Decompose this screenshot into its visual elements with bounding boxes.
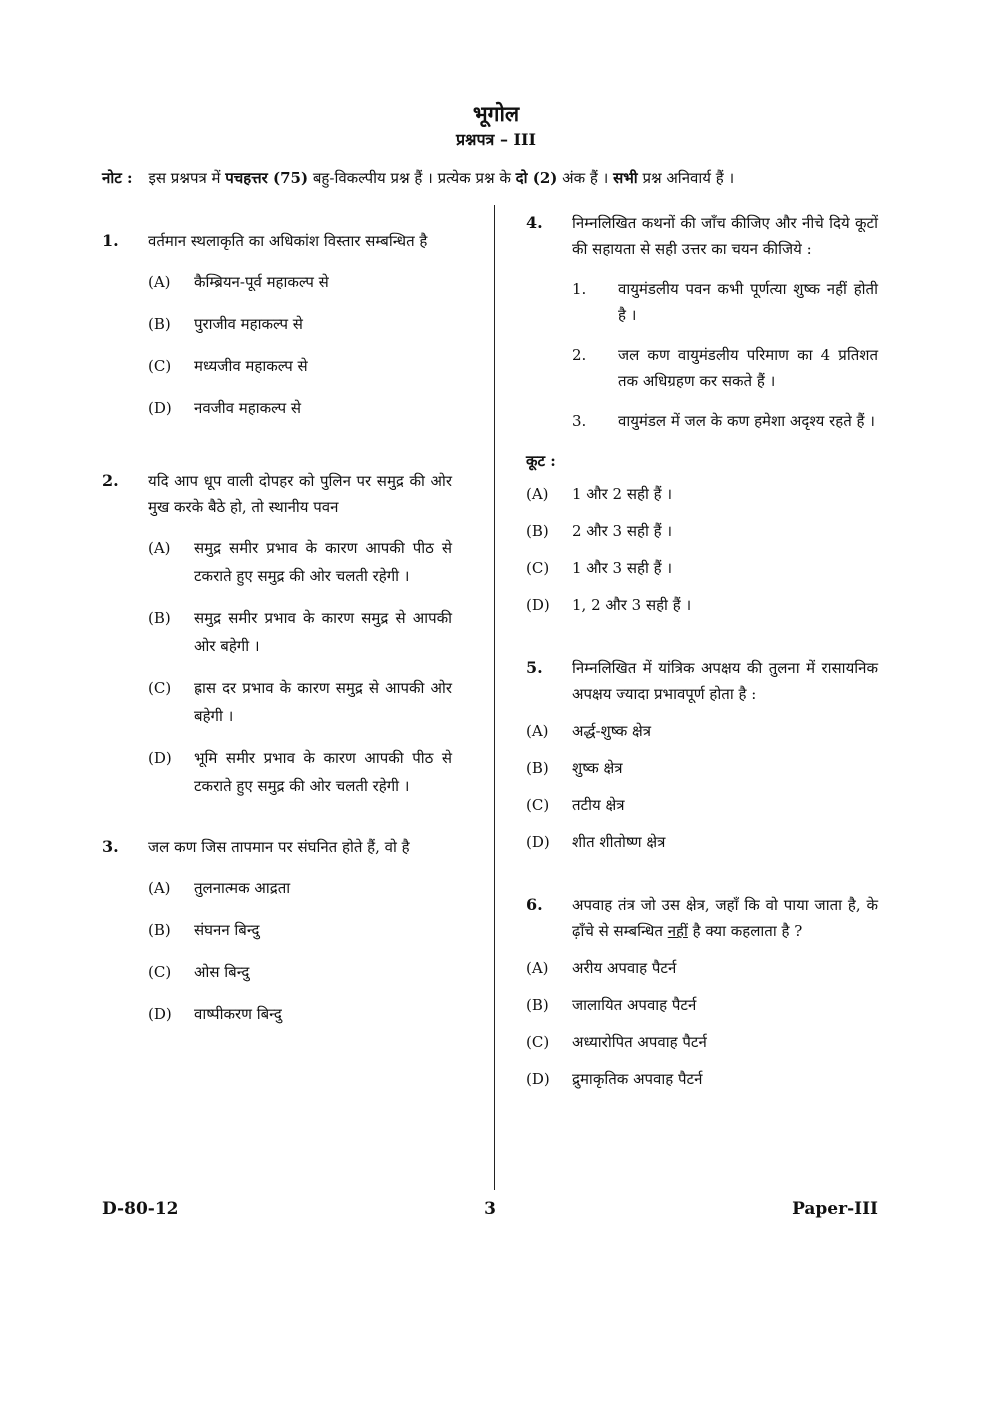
- option-b[interactable]: [526, 754, 878, 782]
- option-c[interactable]: [526, 1028, 878, 1056]
- question-4: [526, 210, 878, 619]
- option-text: वाष्पीकरण बिन्दु: [194, 1005, 282, 1023]
- option-text: समुद्र समीर प्रभाव के कारण आपकी पीठ से टकराते हुए समुद्र की ओर चलती रहेगी ।: [194, 539, 452, 585]
- option-text: ह्रास दर प्रभाव के कारण समुद्र से आपकी ओर बहेगी ।: [194, 679, 452, 725]
- option-label: (A): [526, 722, 549, 740]
- option-label: (D): [526, 596, 550, 614]
- note-bold-count: पचहत्तर (75): [225, 169, 309, 187]
- left-column: [102, 210, 452, 1042]
- option-text: संघनन बिन्दु: [194, 921, 260, 939]
- question-2: [102, 468, 452, 800]
- note-text-1: इस प्रश्नपत्र में: [148, 169, 226, 187]
- option-label: (A): [526, 959, 549, 977]
- statement-text: वायुमंडल में जल के कण हमेशा अदृश्य रहते हैं ।: [618, 412, 875, 430]
- options-list: [526, 717, 878, 856]
- question-text: निम्नलिखित में यांत्रिक अपक्षय की तुलना में रासायनिक अपक्षय ज्यादा प्रभावपूर्ण होता है :: [572, 659, 878, 703]
- option-d[interactable]: [148, 744, 452, 800]
- statements-list: [572, 276, 878, 434]
- option-label: (A): [148, 879, 171, 897]
- note-bold-marks: दो (2): [515, 169, 558, 187]
- option-c[interactable]: [148, 352, 452, 380]
- exam-code: D-80-12: [102, 1199, 179, 1219]
- question-number: 5.: [526, 658, 543, 677]
- option-text: 1, 2 और 3 सही हैं ।: [572, 596, 692, 614]
- option-label: (A): [148, 539, 171, 557]
- option-text: भूमि समीर प्रभाव के कारण आपकी पीठ से टकराते हुए समुद्र की ओर चलती रहेगी ।: [194, 749, 452, 795]
- option-b[interactable]: [148, 916, 452, 944]
- statement-2: [572, 342, 878, 394]
- option-b[interactable]: [148, 604, 452, 660]
- option-label: (B): [526, 759, 549, 777]
- paper-title: प्रश्नपत्र – III: [456, 130, 536, 149]
- option-text: पुराजीव महाकल्प से: [194, 315, 303, 333]
- column-divider: [494, 205, 495, 1190]
- option-d[interactable]: [526, 828, 878, 856]
- option-a[interactable]: [148, 874, 452, 902]
- question-text: निम्नलिखित कथनों की जाँच कीजिए और नीचे दिये कूटों की सहायता से सही उत्तर का चयन कीजिये :: [572, 214, 878, 258]
- option-text: 1 और 2 सही हैं ।: [572, 485, 673, 503]
- question-number: 3.: [102, 837, 119, 856]
- page-number: 3: [484, 1199, 496, 1219]
- options-list: [148, 874, 452, 1028]
- question-number: 1.: [102, 231, 119, 250]
- question-emphasis: नहीं: [667, 922, 688, 940]
- subject-title: भूगोल: [472, 101, 520, 126]
- question-number: 6.: [526, 895, 543, 914]
- option-label: (C): [148, 963, 172, 981]
- note-text-2: बहु-विकल्पीय प्रश्न हैं । प्रत्येक प्रश्न के: [308, 169, 516, 187]
- option-label: (C): [148, 357, 172, 375]
- option-text: कैम्ब्रियन-पूर्व महाकल्प से: [194, 273, 329, 291]
- question-text-part: है क्या कहलाता है ?: [687, 922, 803, 940]
- options-list: [148, 534, 452, 800]
- option-label: (D): [526, 833, 550, 851]
- question-number: 4.: [526, 213, 543, 232]
- question-1: [102, 228, 452, 422]
- note-bold-all: सभी: [613, 169, 638, 187]
- option-label: (B): [526, 996, 549, 1014]
- statement-3: [572, 408, 878, 434]
- option-label: (C): [148, 679, 172, 697]
- option-d[interactable]: [526, 1065, 878, 1093]
- statement-number: 3.: [572, 412, 587, 430]
- statement-text: वायुमंडलीय पवन कभी पूर्णत्या शुष्क नहीं होती है ।: [618, 280, 878, 324]
- paper-label: Paper-III: [792, 1199, 878, 1219]
- statement-number: 2.: [572, 346, 587, 364]
- question-text: जल कण जिस तापमान पर संघनित होते हैं, वो है: [148, 838, 410, 856]
- option-text: 2 और 3 सही हैं ।: [572, 522, 673, 540]
- option-text: 1 और 3 सही हैं ।: [572, 559, 673, 577]
- question-number: 2.: [102, 471, 119, 490]
- option-label: (D): [148, 749, 172, 767]
- option-label: (B): [148, 315, 171, 333]
- question-text: [572, 892, 878, 944]
- option-text: नवजीव महाकल्प से: [194, 399, 301, 417]
- option-label: (B): [148, 609, 171, 627]
- question-text: यदि आप धूप वाली दोपहर को पुलिन पर समुद्र की ओर मुख करके बैठे हो, तो स्थानीय पवन: [148, 472, 452, 516]
- statement-text: जल कण वायुमंडलीय परिमाण का 4 प्रतिशत तक अधिग्रहण कर सकते हैं ।: [618, 346, 878, 390]
- page-footer: [102, 1196, 878, 1222]
- options-list: [526, 954, 878, 1093]
- option-text: समुद्र समीर प्रभाव के कारण समुद्र से आपकी ओर बहेगी ।: [194, 609, 452, 655]
- option-label: (C): [526, 796, 550, 814]
- option-text: तटीय क्षेत्र: [572, 796, 625, 814]
- option-text: शुष्क क्षेत्र: [572, 759, 623, 777]
- question-6: [526, 892, 878, 1093]
- option-label: (B): [526, 522, 549, 540]
- options-list: [526, 480, 878, 619]
- option-text: द्रुमाकृतिक अपवाह पैटर्न: [572, 1070, 703, 1088]
- option-a[interactable]: [526, 480, 878, 508]
- option-text: तुलनात्मक आद्रता: [194, 879, 291, 897]
- instructions-note: [102, 166, 882, 190]
- option-d[interactable]: [526, 591, 878, 619]
- option-c[interactable]: [148, 958, 452, 986]
- statement-number: 1.: [572, 280, 587, 298]
- question-3: [102, 834, 452, 1028]
- option-c[interactable]: [526, 554, 878, 582]
- option-a[interactable]: [148, 268, 452, 296]
- option-c[interactable]: [148, 674, 452, 730]
- option-a[interactable]: [148, 534, 452, 590]
- right-column: [526, 210, 878, 1102]
- option-label: (A): [526, 485, 549, 503]
- option-label: (A): [148, 273, 171, 291]
- option-b[interactable]: [526, 991, 878, 1019]
- option-label: (D): [148, 399, 172, 417]
- question-5: [526, 655, 878, 856]
- option-label: (D): [526, 1070, 550, 1088]
- option-d[interactable]: [148, 1000, 452, 1028]
- option-label: (D): [148, 1005, 172, 1023]
- note-text-3: अंक हैं ।: [557, 169, 614, 187]
- question-text-part: अपवाह तंत्र जो उस क्षेत्र, जहाँ कि वो पाया जाता है, के ढ़ाँचे से सम्बन्धित: [572, 896, 878, 940]
- option-label: (B): [148, 921, 171, 939]
- option-text: ओस बिन्दु: [194, 963, 250, 981]
- option-a[interactable]: [526, 954, 878, 982]
- option-text: मध्यजीव महाकल्प से: [194, 357, 308, 375]
- option-d[interactable]: [148, 394, 452, 422]
- option-c[interactable]: [526, 791, 878, 819]
- option-b[interactable]: [148, 310, 452, 338]
- option-text: जालायित अपवाह पैटर्न: [572, 996, 697, 1014]
- option-label: (C): [526, 1033, 550, 1051]
- option-text: शीत शीतोष्ण क्षेत्र: [572, 833, 666, 851]
- options-list: [148, 268, 452, 422]
- page-header: [0, 100, 992, 152]
- note-label: नोट :: [102, 169, 133, 187]
- option-text: अरीय अपवाह पैटर्न: [572, 959, 677, 977]
- note-text-4: प्रश्न अनिवार्य हैं ।: [637, 169, 735, 187]
- option-text: अध्यारोपित अपवाह पैटर्न: [572, 1033, 707, 1051]
- question-text: वर्तमान स्थलाकृति का अधिकांश विस्तार सम्बन्धित है: [148, 232, 428, 250]
- codes-label: कूट :: [526, 452, 556, 470]
- option-a[interactable]: [526, 717, 878, 745]
- statement-1: [572, 276, 878, 328]
- option-b[interactable]: [526, 517, 878, 545]
- option-label: (C): [526, 559, 550, 577]
- option-text: अर्द्ध-शुष्क क्षेत्र: [572, 722, 652, 740]
